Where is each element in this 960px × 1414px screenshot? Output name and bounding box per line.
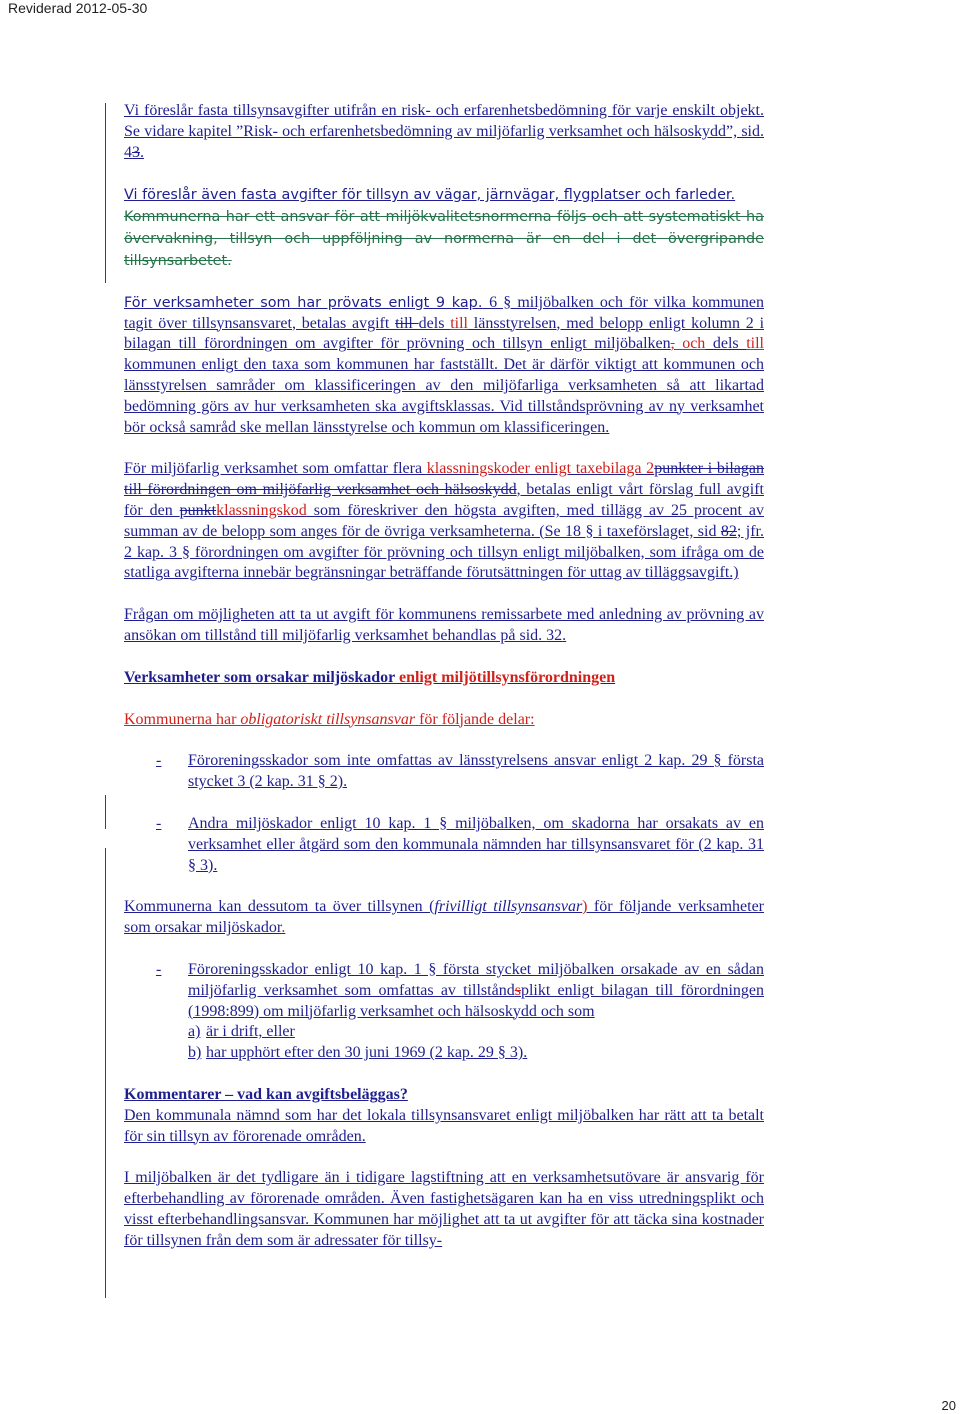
document-body xyxy=(124,101,764,1251)
paragraph-remediation-responsibility: I miljöbalken är det tydligare än i tidigare lagstiftning att en verksamhetsutövare är ansvarig för efterbehandling av förorenade områden. Även fastighetsägaren kan ha en viss utredningsplikt och visst efterbehandlingsansvar. Kommunen har möjlighet att ta ut avgifter för att täcka sina kostnader för tillsynen från dem som är adressater för tillsy- xyxy=(124,1169,764,1249)
paragraph-risk-assessment: Vi föreslår fasta tillsynsavgifter utifrån en risk- och erfarenhetsbedömning för varje enskilt objekt. Se vidare kapitel ”Risk- och erfarenhetsbedömning av miljöfarlig verksamhet och hälsoskydd”, sid. 43. xyxy=(124,102,764,161)
section-heading-environmental-damage: Verksamheter som orsakar miljöskador enligt miljötillsynsförordningen xyxy=(124,668,616,686)
sub-item-in-operation: a) är i drift, eller xyxy=(188,1023,295,1041)
list-item-pollution-damage: - Föroreningsskador som inte omfattas av länsstyrelsens ansvar enligt 2 kap. 29 § första stycket 3 (2 kap. 31 § 2). xyxy=(156,752,764,791)
list-item-other-damage: - Andra miljöskador enligt 10 kap. 1 § miljöbalken, om skadorna har orsakats av en verksamhet eller åtgärd som den kommunala nämnden har tillsynsansvaret för (2 kap. 31 § 3). xyxy=(156,814,764,874)
paragraph-deleted-env-norms: Kommunerna har ett ansvar för att miljökvalitetsnormerna följs och att systematiskt ha övervakning, tillsyn och uppföljning av normerna är en del i det övergripande tillsynsarbetet. xyxy=(124,208,764,269)
change-bar xyxy=(105,848,106,1298)
page-number: 20 xyxy=(941,1398,956,1413)
section-heading-comments: Kommentarer – vad kan avgiftsbeläggas? xyxy=(124,1085,408,1103)
paragraph-permitted-operations: För verksamheter som har prövats enligt 9 kap. 6 § miljöbalken och för vilka kommunen tagit över tillsynsansvaret, betalas avgift till dels till länsstyrelsen, med belopp enligt kolumn 2 i bilagan till förordningen om avgifter för prövning och tillsyn enligt miljöbalken, och dels till kommunen enligt den taxa som kommunen har fastställt. Det är därför viktigt att kommunen och länsstyrelsen samråder om klassificeringen av den miljöfarliga verksamheten så att likartad bedömning görs av hur verksamheten ska avgiftsklassas. Vid tillståndsprövning av ny verksamhet bör också samråd ske mellan länsstyrelse och kommun om klassificeringen. xyxy=(124,293,765,436)
paragraph-contaminated-areas: Den kommunala nämnd som har det lokala tillsynsansvaret enligt miljöbalken har rätt att ta betalt för sin tillsyn av förorenade områden. xyxy=(124,1106,764,1145)
paragraph-transport-fees: Vi föreslår även fasta avgifter för tillsyn av vägar, järnvägar, flygplatser och farleder. xyxy=(124,187,736,203)
paragraph-voluntary-supervision: Kommunerna kan dessutom ta över tillsynen (frivilligt tillsynsansvar) för följande verksamheter som orsakar miljöskador. xyxy=(124,898,764,937)
revision-header: Reviderad 2012-05-30 xyxy=(8,0,148,16)
paragraph-mandatory-supervision: Kommunerna har obligatoriskt tillsynsansvar för följande delar: xyxy=(124,710,535,728)
change-bar xyxy=(105,795,106,829)
change-bar xyxy=(105,103,106,283)
sub-item-ceased: b) har upphört efter den 30 juni 1969 (2 kap. 29 § 3). xyxy=(188,1044,528,1062)
list-item-permitted-pollution: - Föroreningsskador enligt 10 kap. 1 § första stycket miljöbalken orsakade av en sådan miljöfarlig verksamhet som omfattas av tillståndsplikt enligt bilagan till förordningen (1998:899) om miljöfarlig verksamhet och hälsoskydd och som a) är i drift, eller b) har upphört efter den 30 juni 1969 (2 kap. 29 § 3). xyxy=(156,960,764,1064)
paragraph-multiple-classifications: För miljöfarlig verksamhet som omfattar flera klassningskoder enligt taxebilaga 2punkter i bilagan till förordningen om miljöfarlig verksamhet och hälsoskydd, betalas enligt vårt förslag full avgift för den punktklassningskod som föreskriver den högsta avgiften, med tillägg av 25 procent av summan av de belopp som anges för de övriga verksamheterna. (Se 18 § i taxeförslaget, sid 82; jfr. 2 kap. 3 § förordningen om avgifter för prövning och tillsyn enligt miljöbalken, som ifråga om de statliga avgifterna innebär begränsningar beträffande förutsättningen för uttag av tilläggsavgift.) xyxy=(124,460,765,582)
paragraph-referral-work: Frågan om möjligheten att ta ut avgift för kommunens remissarbete med anledning av prövning av ansökan om tillstånd till miljöfarlig verksamhet behandlas på sid. 32. xyxy=(124,606,764,644)
